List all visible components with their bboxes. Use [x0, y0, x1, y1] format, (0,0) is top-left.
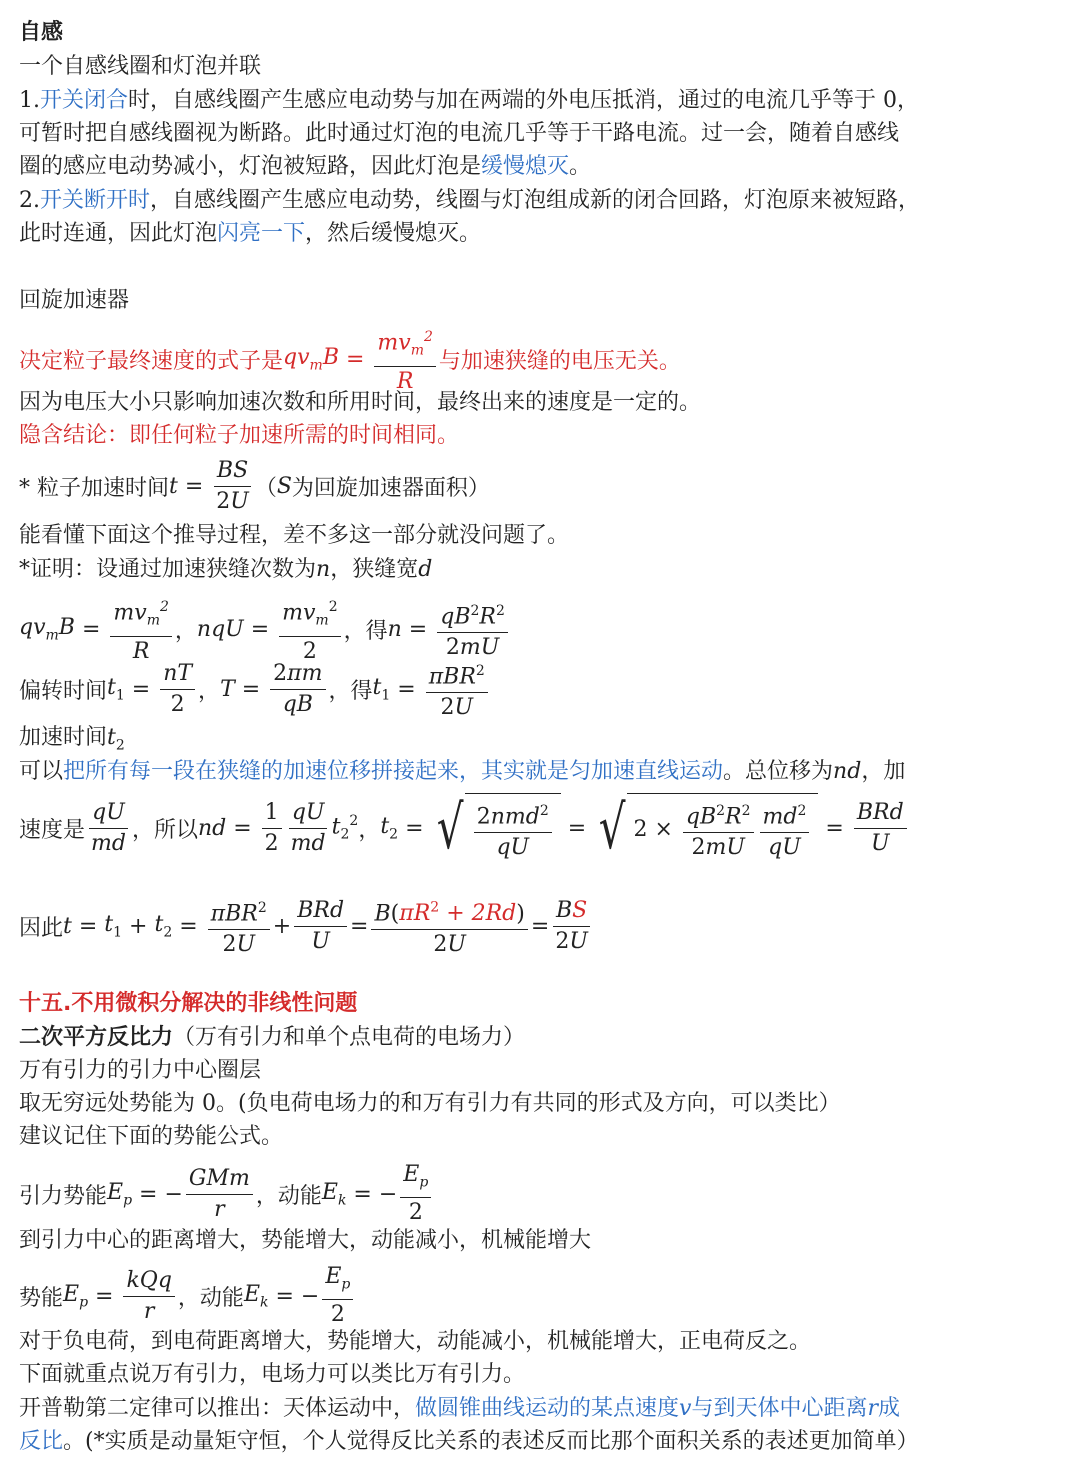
section-title-cyclotron: 回旋加速器: [19, 288, 130, 313]
section-title-self-inductance: 自感: [19, 20, 64, 45]
remember-formula-line: 建议记住下面的势能公式。: [19, 1124, 284, 1149]
uniform-acceleration-line: 可以把所有每一段在狭缝的加速位移拼接起来，其实就是匀加速直线运动。总位移为nd，加: [19, 759, 906, 784]
paragraph-2-line-1: 2.开关断开时，自感线圈产生感应电动势，线圈与灯泡组成新的闭合回路，灯泡原来被短路，: [19, 188, 921, 213]
inverse-square-heading: 二次平方反比力（万有引力和单个点电荷的电场力）: [19, 1025, 526, 1050]
subtitle-coil-lamp-parallel: 一个自感线圈和灯泡并联: [19, 54, 262, 79]
formula-acceleration-time: * 粒子加速时间 t = $\frac{BS}{2U}$ （ S 为回旋加速器面积）: [19, 458, 490, 514]
derivation-note: 能看懂下面这个推导过程，差不多这一部分就没问题了。: [19, 523, 570, 548]
formula-deflection-time: 偏转时间 $t_1$ = $\frac{nT}{2}$ ， T = $\frac{2\pi m}{qB}$ ，得 $t_1$ = $\frac{\pi BR^2}{2U}$: [19, 656, 491, 723]
formula-count-n: $qv_mB$ = $\frac{mv_m^2}{R}$ ， nqU = $\frac{mv_m^2}{2}$ ，得 n = $\frac{qB^2R^2}{2mU}$: [19, 592, 511, 667]
formula-total-time: 因此 t = $t_1$ + $t_2$ = $\frac{\pi BR^2}{2U}$ + $\frac{\text{BRd}}{U}$ = $\frac{B(\pi R^2 + 2Rd)}{2U}$ = $\frac{BS}{2U}$: [19, 893, 594, 960]
gravity-shell-line: 万有引力的引力中心圈层: [19, 1058, 262, 1083]
kepler-line-2: 反比。(*实质是动量矩守恒，个人觉得反比关系的表述反而比那个面积关系的表述更加简单）: [19, 1429, 919, 1454]
paragraph-1-line-1: 1.开关闭合时，自感线圈产生感应电动势与加在两端的外电压抵消，通过的电流几乎等于 0，: [19, 88, 920, 113]
gravity-distance-line: 到引力中心的距离增大，势能增大，动能减小，机械能增大: [19, 1228, 592, 1253]
section-title-nonlinear: 十五.不用微积分解决的非线性问题: [19, 991, 358, 1016]
formula-final-velocity: 决定粒子最终速度的式子是 $qv_mB$ = $\frac{mv_m^2}{R}$ 与加速狭缝的电压无关。: [19, 322, 681, 397]
paragraph-1-line-3: 圈的感应电动势减小，灯泡被短路，因此灯泡是缓慢熄灭。: [19, 154, 592, 179]
formula-gravitational-energy: 引力势能 $E_p$ = − $\frac{\text{GMm}}{r}$ ，动能 $E_k$ = − $\frac{E_p}{2}$: [19, 1160, 434, 1228]
zero-potential-line: 取无穷远处势能为 0。(负电荷电场力的和万有引力有共同的形式及方向，可以类比）: [19, 1091, 841, 1116]
acceleration-time-label: 加速时间$t_2$: [19, 725, 125, 754]
kepler-line-1: 开普勒第二定律可以推出：天体运动中，做圆锥曲线运动的某点速度v与到天体中心距离r成: [19, 1396, 901, 1421]
analogy-line: 下面就重点说万有引力，电场力可以类比万有引力。: [19, 1362, 526, 1387]
cyclotron-explanation: 因为电压大小只影响加速次数和所用时间，最终出来的速度是一定的。: [19, 390, 702, 415]
paragraph-1-line-2: 可暂时把自感线圈视为断路。此时通过灯泡的电流几乎等于干路电流。过一会，随着自感线: [19, 121, 900, 146]
implicit-conclusion: 隐含结论：即任何粒子加速所需的时间相同。: [19, 423, 460, 448]
formula-t2: 速度是 $\frac{qU}{md}$ ，所以 nd = $\frac{1}{2}$ $\frac{qU}{md}$ $t_2^2$ ， $t_2$ = √ $\frac{2nmd^2}{qU}$ = √ 2 × $\frac{qB^2R^2}{2mU}$ $\frac{md^2}{qU}$ = $\frac{\text{BRd}}{U}$: [19, 793, 910, 863]
negative-charge-line: 对于负电荷，到电荷距离增大，势能增大，动能减小，机械能增大，正电荷反之。: [19, 1329, 812, 1354]
paragraph-2-line-2: 此时连通，因此灯泡闪亮一下，然后缓慢熄灭。: [19, 221, 482, 246]
formula-electric-energy: 势能 $E_p$ = $\frac{\text{kQq}}{r}$ ，动能 $E_k$ = − $\frac{E_p}{2}$: [19, 1262, 356, 1330]
proof-intro: *证明：设通过加速狭缝次数为n，狭缝宽d: [19, 557, 433, 582]
